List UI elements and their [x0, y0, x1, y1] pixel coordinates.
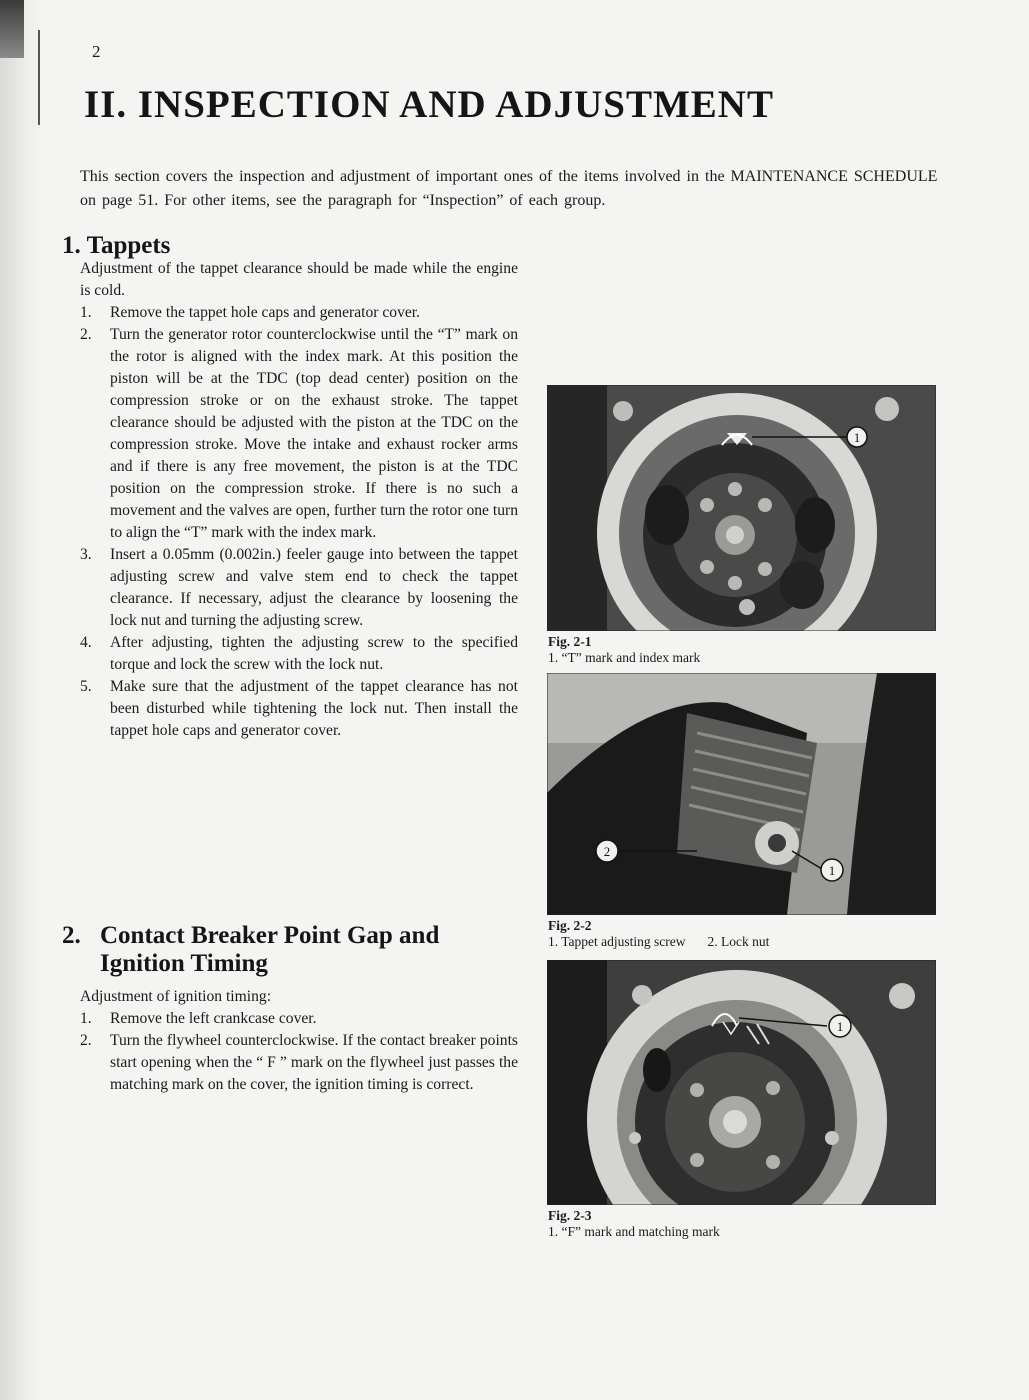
- fig2-callout-2: 2: [603, 844, 611, 859]
- heading-tappets-number: 1.: [62, 232, 81, 259]
- ignition-intro: Adjustment of ignition timing:: [80, 988, 272, 1005]
- step-number: 2.: [80, 1032, 92, 1049]
- fig2-callout-1: 1: [828, 863, 836, 878]
- heading-ignition-title-line1: Contact Breaker Point Gap and: [100, 922, 440, 949]
- figure-caption: [548, 634, 700, 666]
- section-title: II. INSPECTION AND ADJUSTMENT: [84, 83, 774, 126]
- step-number: 1.: [80, 1010, 92, 1027]
- figure-label: Fig. 2-3: [548, 1208, 592, 1223]
- figure-label: Fig. 2-1: [548, 634, 592, 649]
- step-text: Make sure that the adjustment of the tappet clearance has not been disturbed while tightening the lock nut. Then install the tappet hole caps and generator cover.: [110, 678, 518, 739]
- cylinder-head-photo: [547, 673, 936, 915]
- tappets-step: [80, 544, 518, 632]
- heading-ignition-number: 2.: [62, 922, 81, 949]
- tappets-intro: Adjustment of the tappet clearance should be made while the engine is cold.: [80, 260, 518, 299]
- flywheel-photo: [547, 960, 936, 1205]
- tappets-body: [80, 258, 518, 742]
- tappets-step: [80, 632, 518, 676]
- generator-rotor-photo: [547, 385, 936, 631]
- section-intro: This section covers the inspection and adjustment of important ones of the items involved in the MAINTENANCE SCHEDULE on page 51. For other items, see the paragraph for “Inspection” of each group.: [80, 168, 938, 209]
- step-number: 2.: [80, 326, 92, 343]
- page-number: 2: [92, 42, 101, 61]
- heading-tappets-title: Tappets: [86, 232, 171, 259]
- tappets-steps: [80, 302, 518, 742]
- binding-line: [38, 30, 40, 125]
- ignition-steps: [80, 1008, 518, 1096]
- binding-mark: [0, 0, 24, 58]
- ignition-step: [80, 1030, 518, 1096]
- step-number: 5.: [80, 678, 92, 695]
- step-number: 4.: [80, 634, 92, 651]
- tappets-step: [80, 302, 518, 324]
- tappets-step: [80, 676, 518, 742]
- step-number: 1.: [80, 304, 92, 321]
- binding-edge: [0, 0, 44, 1400]
- heading-ignition: [62, 922, 482, 978]
- step-text: Remove the tappet hole caps and generator cover.: [110, 304, 421, 321]
- ignition-body: [80, 986, 518, 1096]
- step-number: 3.: [80, 546, 92, 563]
- step-text: After adjusting, tighten the adjusting screw to the specified torque and lock the screw with the lock nut.: [110, 634, 518, 673]
- ignition-step: [80, 1008, 518, 1030]
- step-text: Remove the left crankcase cover.: [110, 1010, 317, 1027]
- heading-tappets: [62, 232, 170, 260]
- figure-caption-text: 1. Tappet adjusting screw: [548, 934, 686, 949]
- step-text: Insert a 0.05mm (0.002in.) feeler gauge into between the tappet adjusting screw and valve stem end to check the tappet clearance. If necessary, adjust the clearance by loosening the lock nut and turning the adjusting screw.: [110, 546, 518, 629]
- figure-label: Fig. 2-2: [548, 918, 592, 933]
- fig1-callout-1: 1: [853, 430, 861, 445]
- heading-ignition-title-line2: Ignition Timing: [100, 950, 268, 977]
- fig3-callout-1: 1: [836, 1019, 844, 1034]
- figure-caption: [548, 918, 769, 950]
- tappets-step: [80, 324, 518, 544]
- figure-caption: [548, 1208, 720, 1240]
- figure-caption-text: 1. “T” mark and index mark: [548, 650, 701, 665]
- figure-caption-text: 2. Lock nut: [707, 934, 770, 949]
- step-text: Turn the flywheel counterclockwise. If the contact breaker points start opening when the “ F ” mark on the flywheel just passes the matching mark on the cover, the ignition timing is correct.: [110, 1032, 518, 1093]
- figure-caption-text: 1. “F” mark and matching mark: [548, 1224, 720, 1239]
- step-text: Turn the generator rotor counterclockwise until the “T” mark on the rotor is aligned with the index mark. At this position the piston will be at the TDC (top dead center) position on the compression stroke or on the exhaust stroke. The tappet clearance should be adjusted with the piston at the TDC on the compression stroke. Move the intake and exhaust rocker arms and if there is any free movement, the piston is at the TDC position on the compression stroke. If there is no such a movement and the valves are open, further turn the rotor one turn to align the “T” mark with the index mark.: [110, 326, 518, 541]
